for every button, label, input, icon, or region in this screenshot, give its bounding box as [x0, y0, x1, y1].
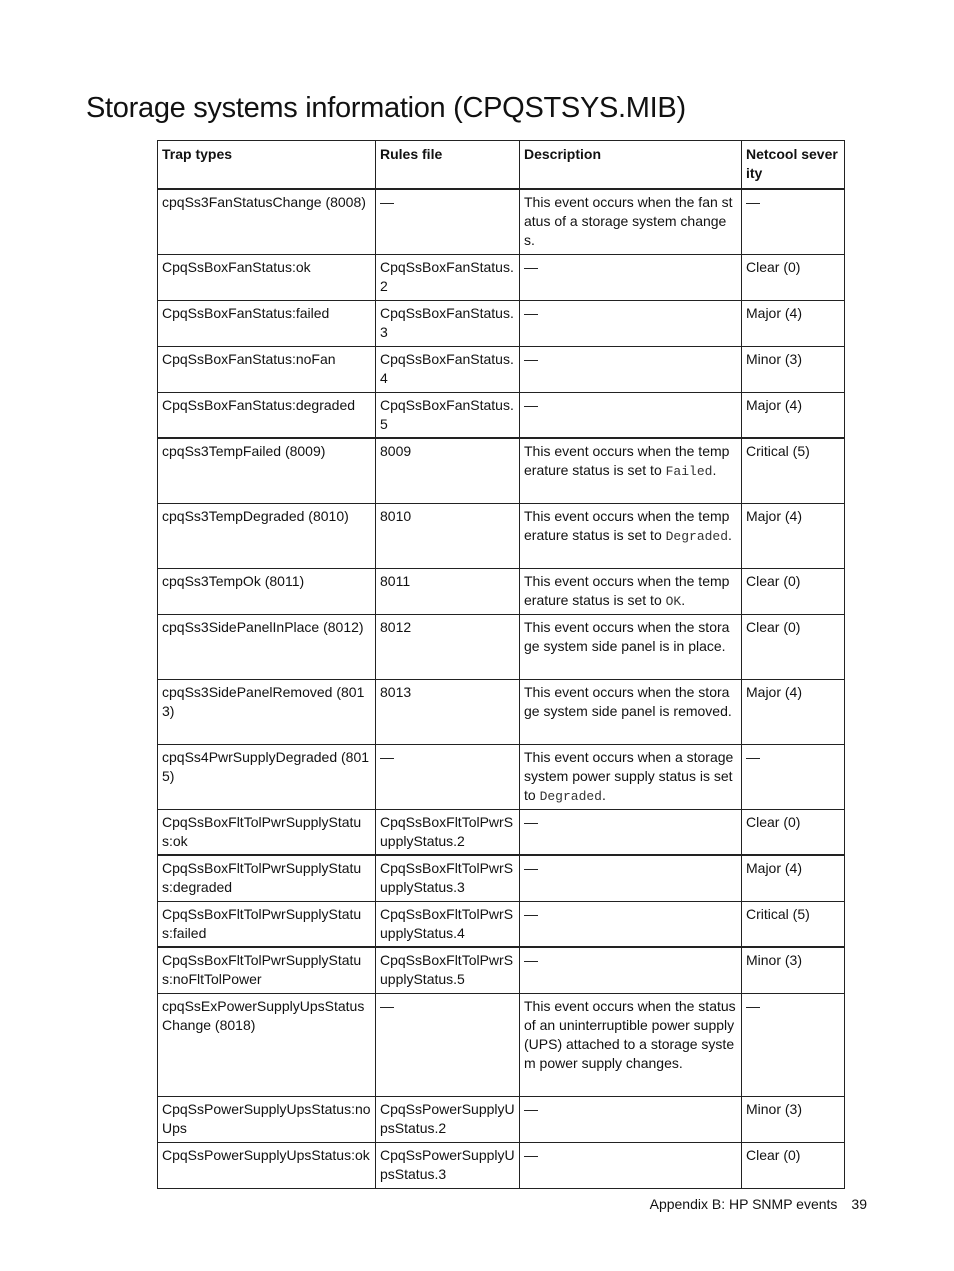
rules-file-cell: 8012 [376, 614, 520, 679]
description-cell [520, 855, 742, 901]
trap-table [157, 140, 845, 1189]
trap-type-cell: cpqSs4PwrSupplyDegraded (8015) [158, 744, 376, 809]
rules-file-cell: CpqSsBoxFanStatus.3 [376, 300, 520, 346]
description-cell [520, 679, 742, 744]
description-text: This event occurs when a storage system power supply status is set to [524, 748, 734, 803]
description-cell [520, 744, 742, 809]
description-end: . [728, 526, 732, 543]
description-code-value: Degraded [539, 788, 602, 804]
description-code-value: Failed [665, 464, 713, 479]
trap-type-cell: CpqSsBoxFltTolPwrSupplyStatus:failed [158, 901, 376, 947]
table-row [158, 901, 845, 947]
netcool-severity-cell: Major (4) [742, 855, 845, 901]
header-rules-file: Rules file [376, 141, 520, 190]
trap-type-cell: CpqSsPowerSupplyUpsStatus:noUps [158, 1096, 376, 1142]
description-text: — [524, 1100, 538, 1117]
description-end: . [602, 786, 606, 803]
netcool-severity-cell: Minor (3) [742, 1096, 845, 1142]
table-row [158, 744, 845, 809]
description-cell [520, 1096, 742, 1142]
description-cell [520, 809, 742, 855]
rules-file-cell: CpqSsBoxFltTolPwrSupplyStatus.2 [376, 809, 520, 855]
description-cell [520, 568, 742, 614]
description-text: — [524, 860, 538, 876]
description-cell [520, 392, 742, 438]
trap-type-cell: CpqSsBoxFanStatus:ok [158, 254, 376, 300]
description-cell [520, 503, 742, 568]
description-text: This event occurs when the status of an uninterruptible power supply (UPS) attached to a storage system power supply changes. [524, 997, 736, 1071]
description-cell [520, 614, 742, 679]
trap-type-cell: CpqSsBoxFanStatus:failed [158, 300, 376, 346]
netcool-severity-cell: Critical (5) [742, 438, 845, 503]
table-row [158, 614, 845, 679]
rules-file-cell: 8013 [376, 679, 520, 744]
table-row [158, 503, 845, 568]
trap-type-cell: cpqSs3SidePanelInPlace (8012) [158, 614, 376, 679]
description-code-value: Degraded [665, 528, 729, 544]
netcool-severity-cell: Critical (5) [742, 901, 845, 947]
netcool-severity-cell: Minor (3) [742, 346, 845, 392]
table-row [158, 568, 845, 614]
netcool-severity-cell: Clear (0) [742, 254, 845, 300]
rules-file-cell: CpqSsBoxFltTolPwrSupplyStatus.4 [376, 901, 520, 947]
description-text: This event occurs when the fan status of a storage system changes. [524, 194, 733, 248]
table-row [158, 1142, 845, 1188]
page-footer [650, 1196, 867, 1212]
description-text: This event occurs when the storage system side panel is in place. [524, 618, 730, 654]
table-row [158, 254, 845, 300]
description-text: This event occurs when the temperature status is set to [524, 572, 730, 608]
rules-file-cell: CpqSsBoxFanStatus.4 [376, 346, 520, 392]
netcool-severity-cell: Clear (0) [742, 614, 845, 679]
description-text: — [524, 350, 538, 367]
netcool-severity-cell: Major (4) [742, 300, 845, 346]
description-cell [520, 346, 742, 392]
rules-file-cell: CpqSsBoxFanStatus.5 [376, 392, 520, 438]
page-title: Storage systems information (CPQSTSYS.MIB) [86, 92, 686, 124]
footer-section-title: Appendix B: HP SNMP events [649, 1196, 838, 1212]
table-body [158, 189, 845, 1188]
trap-type-cell: cpqSs3TempDegraded (8010) [158, 503, 376, 568]
netcool-severity-cell: Clear (0) [742, 1142, 845, 1188]
description-cell [520, 947, 742, 993]
trap-type-cell: cpqSs3TempFailed (8009) [158, 438, 376, 503]
rules-file-cell: — [376, 744, 520, 809]
netcool-severity-cell: — [742, 189, 845, 254]
description-text: — [524, 396, 538, 413]
netcool-severity-cell: Clear (0) [742, 809, 845, 855]
rules-file-cell: CpqSsPowerSupplyUpsStatus.3 [376, 1142, 520, 1188]
description-text: This event occurs when the temperature status is set to [524, 507, 730, 543]
header-netcool-severity: Netcool severity [742, 141, 845, 190]
description-text: This event occurs when the temperature status is set to [524, 443, 730, 478]
netcool-severity-cell: Major (4) [742, 679, 845, 744]
table-row [158, 809, 845, 855]
header-trap-types: Trap types [158, 141, 376, 190]
netcool-severity-cell: — [742, 744, 845, 809]
rules-file-cell: 8009 [376, 438, 520, 503]
table-header-row [158, 141, 845, 190]
netcool-severity-cell: Major (4) [742, 503, 845, 568]
description-text: This event occurs when the storage system side panel is removed. [524, 683, 732, 719]
description-end: . [681, 591, 686, 608]
table-row [158, 392, 845, 438]
table-row [158, 855, 845, 901]
rules-file-cell: 8011 [376, 568, 520, 614]
description-cell [520, 438, 742, 503]
header-description: Description [520, 141, 742, 190]
description-cell [520, 1142, 742, 1188]
trap-type-cell: cpqSsExPowerSupplyUpsStatusChange (8018) [158, 993, 376, 1096]
rules-file-cell: CpqSsBoxFltTolPwrSupplyStatus.5 [376, 947, 520, 993]
trap-type-cell: CpqSsPowerSupplyUpsStatus:ok [158, 1142, 376, 1188]
description-end: . [712, 462, 717, 478]
description-cell [520, 189, 742, 254]
table-row [158, 346, 845, 392]
trap-type-cell: CpqSsBoxFanStatus:degraded [158, 392, 376, 438]
table-row [158, 189, 845, 254]
table-row [158, 679, 845, 744]
table-row [158, 300, 845, 346]
description-text: — [524, 813, 538, 830]
description-text: — [524, 1146, 538, 1163]
trap-type-cell: cpqSs3SidePanelRemoved (8013) [158, 679, 376, 744]
description-cell [520, 993, 742, 1096]
description-cell [520, 901, 742, 947]
trap-type-cell: CpqSsBoxFanStatus:noFan [158, 346, 376, 392]
description-text: — [524, 952, 538, 968]
table-row [158, 438, 845, 503]
trap-type-cell: CpqSsBoxFltTolPwrSupplyStatus:ok [158, 809, 376, 855]
trap-type-cell: cpqSs3TempOk (8011) [158, 568, 376, 614]
rules-file-cell: — [376, 993, 520, 1096]
netcool-severity-cell: Clear (0) [742, 568, 845, 614]
trap-type-cell: cpqSs3FanStatusChange (8008) [158, 189, 376, 254]
netcool-severity-cell: Minor (3) [742, 947, 845, 993]
description-cell [520, 300, 742, 346]
table-row [158, 947, 845, 993]
page-number: 39 [851, 1196, 867, 1212]
description-cell [520, 254, 742, 300]
netcool-severity-cell: Major (4) [742, 392, 845, 438]
rules-file-cell: CpqSsBoxFltTolPwrSupplyStatus.3 [376, 855, 520, 901]
trap-type-cell: CpqSsBoxFltTolPwrSupplyStatus:noFltTolPower [158, 947, 376, 993]
description-text: — [524, 258, 538, 275]
rules-file-cell: CpqSsBoxFanStatus.2 [376, 254, 520, 300]
table-row [158, 993, 845, 1096]
netcool-severity-cell: — [742, 993, 845, 1096]
description-code-value: OK [665, 593, 682, 609]
trap-type-cell: CpqSsBoxFltTolPwrSupplyStatus:degraded [158, 855, 376, 901]
rules-file-cell: 8010 [376, 503, 520, 568]
description-text: — [524, 304, 538, 321]
rules-file-cell: CpqSsPowerSupplyUpsStatus.2 [376, 1096, 520, 1142]
table-row [158, 1096, 845, 1142]
description-text: — [524, 905, 538, 922]
rules-file-cell: — [376, 189, 520, 254]
